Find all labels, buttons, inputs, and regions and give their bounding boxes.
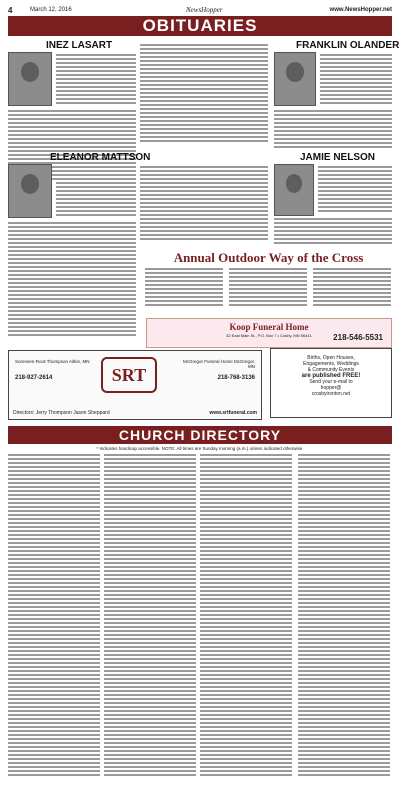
ad-line: Births, Open Houses,: [307, 355, 355, 361]
funeral-home-address: 32 East Main St., P.O. Box 7 • Cosby, MN 56441: [226, 333, 312, 338]
obit-body: [8, 222, 136, 338]
obit-body: [140, 166, 268, 242]
obit-body: [274, 110, 392, 150]
church-directory-note: * Indicates handicap accessible. NOTE: All times are Sunday morning (a.m.) unless indicated otherwise.: [96, 446, 304, 451]
obit-body: [140, 44, 268, 144]
ad-right-name: McGregor Funeral Home McGregor, MN: [182, 359, 255, 369]
event-body: [145, 268, 223, 312]
obit-photo: [8, 164, 52, 218]
ad-left-name: Sorensen-Root-Thompson Aitkin, MN: [15, 359, 90, 364]
ad-line: Send your e-mail to: [309, 379, 353, 385]
church-listings: [8, 454, 100, 786]
obit-name: JAMIE NELSON: [300, 152, 376, 163]
ad-email[interactable]: crosbyironton.net: [311, 391, 351, 397]
obit-body: [318, 166, 392, 214]
obit-photo: [8, 52, 52, 106]
issue-date: March 12, 2016: [30, 7, 72, 13]
obit-name: ELEANOR MATTSON: [50, 152, 151, 163]
event-body: [229, 268, 307, 312]
ad-right-phone: 218-768-3136: [217, 375, 255, 381]
church-listings: [104, 454, 196, 786]
funeral-home-title: Koop Funeral Home: [229, 322, 309, 332]
srt-logo: SRT: [101, 357, 157, 393]
ad-line: are published FREE!: [301, 373, 361, 379]
obit-photo: [274, 52, 316, 106]
funeral-home-phone: 218-546-5531: [333, 333, 383, 342]
ad-url[interactable]: www.srtfuneral.com: [209, 410, 257, 416]
obit-name: INEZ LASART: [46, 40, 113, 51]
obit-body: [56, 54, 136, 106]
obit-body: [274, 218, 392, 246]
masthead: NewsHopper: [186, 6, 223, 14]
ad-line: Engagements, Weddings: [303, 361, 359, 367]
funeral-home-ad[interactable]: [146, 318, 392, 348]
church-listings: [200, 454, 292, 786]
church-listings: [298, 454, 390, 786]
ad-left-phone: 218-927-2614: [15, 375, 53, 381]
site-url[interactable]: www.NewsHopper.net: [329, 7, 392, 13]
ad-line: hopper@: [320, 385, 342, 391]
ad-directors: Directors: Jerry Thompson Jason Sheppard: [13, 410, 110, 416]
page-number: 4: [8, 6, 13, 15]
obit-name: FRANKLIN OLANDER: [296, 40, 400, 51]
ad-line: & Community Events: [307, 367, 355, 373]
church-directory-banner: CHURCH DIRECTORY: [8, 426, 392, 444]
funeral-ad[interactable]: [8, 350, 262, 420]
event-title: Annual Outdoor Way of the Cross: [173, 250, 364, 265]
event-body: [313, 268, 391, 312]
free-announcement-ad: [270, 348, 392, 418]
obituaries-banner: OBITUARIES: [8, 16, 392, 36]
obit-body: [320, 54, 392, 106]
obit-body: [56, 166, 136, 218]
obit-photo: [274, 164, 314, 216]
